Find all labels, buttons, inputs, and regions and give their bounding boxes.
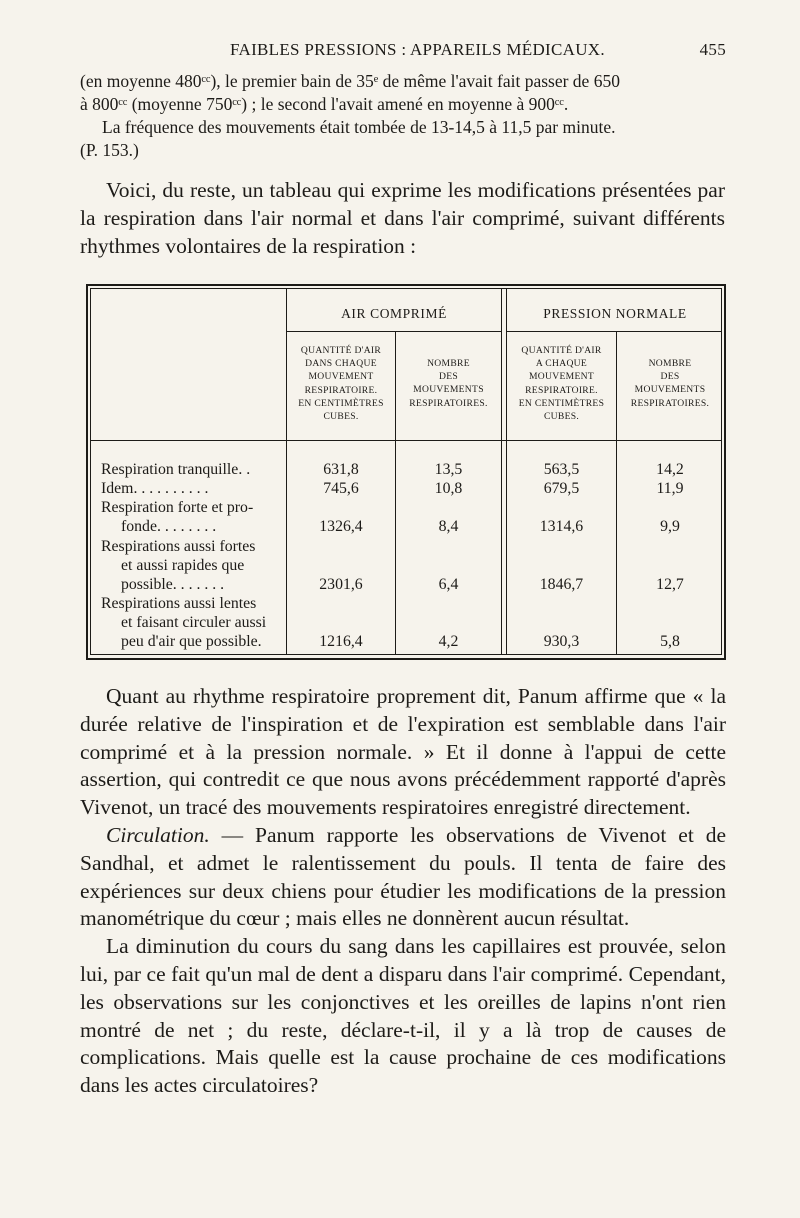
paragraph-circulation [80, 822, 726, 933]
header-line: DES [438, 371, 459, 383]
header-line: DES [660, 371, 680, 383]
paragraph: Voici, du reste, un tableau qui exprime les modifications présentées par la respiration dans l'air normal et dans l'air comprimé, suivant différents rhythmes volontaires de la respiration : [80, 178, 725, 258]
label-line: Respiration tranquille. . [101, 461, 251, 478]
column-header-normal-count [617, 357, 723, 410]
paragraph-text: — Panum rapporte les observations de Vivenot et de Sandhal, et admet le ralentissement du pouls. Il tenta de faire des expériences sur deux chiens pour étudier les modifications de la pression manométrique du cœur ; mais elles ne donnèrent aucun résultat. [80, 822, 726, 931]
column-header-normal-quantity [507, 344, 616, 423]
header-line: QUANTITÉ D'AIR [521, 345, 602, 356]
header-line: MOUVEMENT [528, 371, 595, 383]
intro-paragraph [80, 176, 725, 260]
paragraph: Quant au rhythme respiratoire proprement dit, Panum affirme que « la durée relative de l'inspiration et de l'expiration est semblable dans l'air comprimé et à la pression normale. » Et il donne à l'appui de cette assertion, qui contredit ce que nous avons précédemment rapporté d'après Vivenot, un tracé des mouvements respiratoires enregistré directement. [80, 684, 726, 820]
table-cell: 11,9 [656, 480, 684, 497]
running-title: FAIBLES PRESSIONS : APPAREILS MÉDICAUX. [230, 40, 605, 59]
row-label [101, 537, 287, 594]
paragraph: La diminution du cours du sang dans les capillaires est prouvée, selon lui, par ce fait qu'un mal de dent a disparu dans l'air comprimé. Cependant, les observations sur les conjonctives et les oreilles de lapins n'ont rien montré de net ; du reste, déclare-t-il, il y a là trop de causes de complications. Mais quelle est la cause prochaine de ces modifications dans les actes circulatoires? [80, 934, 726, 1098]
header-rule [91, 440, 721, 441]
table-cell: 13,5 [434, 461, 463, 478]
header-line: RESPIRATOIRES. [630, 397, 710, 409]
header-line: NOMBRE [427, 358, 470, 369]
row-label [101, 460, 287, 479]
table-cell: 2301,6 [319, 576, 363, 593]
header-line: RESPIRATOIRES. [409, 397, 488, 409]
label-line: et faisant circuler aussi [121, 614, 267, 631]
group-header-compressed: AIR COMPRIMÉ [341, 306, 447, 321]
group-rule [506, 331, 721, 332]
label-line: peu d'air que possible. [121, 633, 262, 650]
row-label [101, 594, 287, 651]
table-cell: 679,5 [543, 480, 580, 497]
table-inner-border [90, 288, 722, 655]
header-line: NOMBRE [648, 358, 692, 369]
row-label [101, 498, 287, 536]
footnote-continuation [80, 70, 725, 162]
respiration-table [86, 284, 726, 660]
text-line: (en moyenne 480ᶜᶜ), le premier bain de 35ᵉ de même l'avait fait passer de 650 [80, 71, 620, 91]
table-cell: 4,2 [438, 633, 459, 650]
table-cell: 1216,4 [319, 633, 363, 650]
table-cell: 1314,6 [539, 518, 584, 535]
page-number: 455 [699, 40, 726, 59]
body-text [80, 683, 726, 1100]
table-cell: 5,8 [660, 633, 680, 650]
header-line: RESPIRATOIRE. [304, 384, 378, 396]
header-line: MOUVEMENTS [413, 384, 484, 396]
table-cell: 8,4 [438, 518, 459, 535]
table-cell: 10,8 [434, 480, 463, 497]
table-cell: 6,4 [438, 576, 459, 593]
table-cell: 745,6 [323, 480, 359, 497]
text-line: à 800ᶜᶜ (moyenne 750ᶜᶜ) ; le second l'avait amené en moyenne à 900ᶜᶜ. [80, 94, 569, 114]
label-line: Respiration forte et pro- [101, 499, 254, 516]
header-line: A CHAQUE [535, 358, 588, 370]
table-cell: 9,9 [660, 518, 680, 535]
label-line: possible. . . . . . . [121, 576, 225, 593]
label-line: Idem. . . . . . . . . . [101, 480, 209, 497]
column-header-compressed-quantity [287, 344, 395, 423]
label-line: Respirations aussi fortes [101, 538, 256, 555]
label-line: Respirations aussi lentes [101, 595, 257, 612]
header-line: DANS CHAQUE [305, 358, 377, 370]
page-header [80, 40, 726, 62]
row-label [101, 479, 287, 498]
table-cell: 12,7 [656, 576, 684, 593]
table-cell: 14,2 [656, 461, 684, 478]
header-line: RESPIRATOIRE. [525, 384, 598, 396]
text-line: La fréquence des mouvements était tombée de 13-14,5 à 11,5 par minute. [102, 117, 616, 137]
table-cell: 1846,7 [539, 576, 584, 593]
label-line: fonde. . . . . . . . [121, 518, 217, 535]
header-line: EN CENTIMÈTRES [518, 397, 605, 409]
table-cell: 930,3 [543, 633, 580, 650]
table-cell: 631,8 [323, 461, 359, 478]
column-header-compressed-count [396, 357, 501, 410]
table-cell: 563,5 [543, 461, 580, 478]
header-line: MOUVEMENT [308, 371, 374, 383]
group-header-normal: PRESSION NORMALE [543, 306, 687, 321]
header-line: EN CENTIMÈTRES [298, 397, 384, 409]
header-line: QUANTITÉ D'AIR [300, 345, 382, 356]
header-line: MOUVEMENTS [634, 384, 706, 396]
table-cell: 1326,4 [319, 518, 363, 535]
text-line: (P. 153.) [80, 140, 139, 160]
header-line: CUBES. [323, 411, 359, 423]
section-heading: Circulation. [106, 822, 210, 847]
label-line: et aussi rapides que [121, 557, 245, 574]
group-rule [286, 331, 501, 332]
header-line: CUBES. [543, 411, 580, 423]
column-rule [501, 289, 502, 654]
